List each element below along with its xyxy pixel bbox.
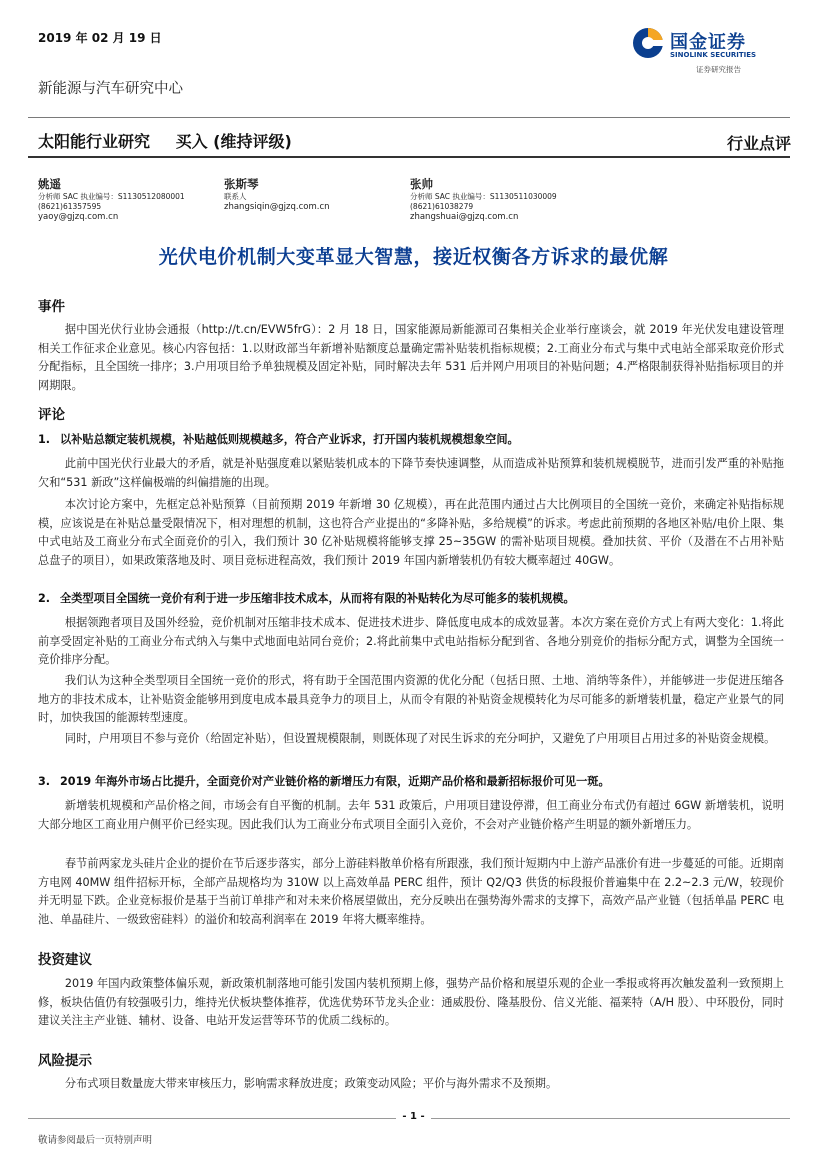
company-logo <box>632 27 792 75</box>
logo-subtitle: 证券研究报告 <box>696 65 741 74</box>
point-number: 3. <box>38 775 51 788</box>
point-title: 全类型项目全国统一竞价有利于进一步压缩非技术成本，从而将有限的补贴转化为尽可能多的装机规模。 <box>60 592 575 605</box>
analyst-card <box>410 177 557 222</box>
rating-label: 买入 (维持评级) <box>175 132 292 151</box>
analyst-name: 姚遥 <box>38 177 61 191</box>
point-number: 2. <box>38 592 51 605</box>
point-number: 1. <box>38 433 51 446</box>
logo-english-name: SINOLINK SECURITIES <box>670 51 757 59</box>
analyst-license: 分析师 SAC 执业编号：S1130511030009 <box>410 192 557 201</box>
section-heading-risk: 风险提示 <box>38 1053 92 1069</box>
comment-paragraph: 春节前两家龙头硅片企业的提价在节后逐步落实，部分上游硅料散单价格有所跟涨，我们预计短期内中上游产品涨价有进一步蔓延的可能。近期南方电网 40MW 组件招标开标，全部产品规格均为 310W 以上高效单晶 PERC 组件，预计 Q2/Q3 供货的标段报价普遍集中在 2.2~2.3 元/W，较现价并无明显下跌。企业竞标报价是基于当前订单排产和对未来价格展望做出，充分反映出在强势海外需求的支撑下，高效产品产业链（包括单晶 PERC 电池、单晶硅片、一级致密硅料）的溢价和较高利润率在 2019 年将大概率维持。 <box>38 857 784 926</box>
comment-paragraph: 本次讨论方案中，先框定总补贴预算（目前预期 2019 年新增 30 亿规模），再在此范围内通过占大比例项目的全国统一竞价，来确定补贴指标规模，应该说是在补贴总量受限情况下，相对理想的机制，这也符合产业提出的“多降补贴，多给规模”的诉求。考虑此前预期的各地区补贴/电价上限、集中式电站及工商业分布式全面竞价的引入，我们预计 30 亿补贴规模将能够支撑 25~35GW 的需补贴项目规模。叠加扶贫、平价（及潜在不占用补贴总盘子的项目），如果政策落地及时、项目竞标进程高效，我们预计 2019 年国内新增装机仍有较大概率超过 40GW。 <box>38 498 784 567</box>
comment-paragraph: 新增装机规模和产品价格之间，市场会有自平衡的机制。去年 531 政策后，户用项目建设停滞，但工商业分布式仍有超过 6GW 新增装机，说明大部分地区工商业用户侧平价已经实现。因此我们认为工商业分布式项目全面引入竞价，不会对产业链价格产生明显的额外新增压力。 <box>38 799 784 831</box>
analyst-name: 张帅 <box>410 177 433 191</box>
industry-label: 太阳能行业研究 <box>38 132 151 151</box>
report-date: 2019 年 02 月 19 日 <box>38 31 162 45</box>
advice-paragraph: 2019 年国内政策整体偏乐观，新政策机制落地可能引发国内装机预期上修，强势产品价格和展望乐观的企业一季报或将再次触发盈利一致预期上修，板块估值仍有较强吸引力，维持光伏板块整体推荐，优选优势环节龙头企业：通威股份、隆基股份、信义光能、福莱特（A/H 股）、中环股份，同时建议关注主产业链、辅材、设备、电站开发运营等环节的优质二线标的。 <box>38 977 784 1027</box>
analyst-license: 分析师 SAC 执业编号：S1130512080001 <box>38 192 185 201</box>
comment-paragraph: 此前中国光伏行业最大的矛盾，就是补贴强度难以紧贴装机成本的下降节奏快速调整，从而造成补贴预算和装机规模脱节，进而引发严重的补贴拖欠和“531 新政”这样偏极端的纠偏措施的出现。 <box>38 457 784 489</box>
point-title: 以补贴总额定装机规模，补贴越低则规模越多，符合产业诉求，打开国内装机规模想象空间。 <box>60 433 519 446</box>
point-title: 2019 年海外市场占比提升，全面竞价对产业链价格的新增压力有限，近期产品价格和最新招标报价可见一斑。 <box>60 775 610 788</box>
page-number: - 1 - <box>396 1111 430 1122</box>
analyst-card <box>38 177 185 222</box>
analyst-phone: (8621)61357595 <box>38 202 102 211</box>
report-type: 行业点评 <box>726 134 791 153</box>
event-paragraph: 据中国光伏行业协会通报（http://t.cn/EVW5frG）：2 月 18 日，国家能源局新能源司召集相关企业举行座谈会，就 2019 年光伏发电建设管理相关工作征求企业意见。核心内容包括：1.以财政部当年新增补贴额度总量确定需补贴装机指标规模；2.工商业分布式与集中式电站全部采取竞价形式分配指标，且全国统一排序；3.户用项目给予单独规模及固定补贴，同时解决去年 531 后并网户用项目的补贴问题；4.严格限制获得补贴指标项目的并网期限。 <box>38 323 784 392</box>
comment-point-3 <box>38 773 610 789</box>
page-number-wrap <box>0 1111 827 1122</box>
section-heading-advice: 投资建议 <box>38 952 92 968</box>
comment-paragraph: 同时，户用项目不参与竞价（给固定补贴），但设置规模限制，则既体现了对民生诉求的充分呵护，又避免了户用项目占用过多的补贴资金规模。 <box>64 732 776 745</box>
header-divider <box>28 117 790 118</box>
analyst-email[interactable]: zhangshuai@gjzq.com.cn <box>410 212 519 222</box>
comment-point-1 <box>38 431 519 447</box>
department-name: 新能源与汽车研究中心 <box>38 81 183 97</box>
analyst-email[interactable]: yaoy@gjzq.com.cn <box>38 212 119 222</box>
analyst-card <box>224 177 330 212</box>
comment-paragraph: 我们认为这种全类型项目全国统一竞价的形式，将有助于全国范围内资源的优化分配（包括日照、土地、消纳等条件），并能够进一步促进压缩各地方的非技术成本，让补贴资金能够用到度电成本最具竞争力的项目上，从而令有限的补贴资金规模转化为尽可能多的新增装机量，稳定产业景气的同时，加快我国的能源转型速度。 <box>38 674 784 724</box>
report-category-line <box>38 129 312 152</box>
analyst-email[interactable]: zhangsiqin@gjzq.com.cn <box>224 202 330 212</box>
section-heading-comment: 评论 <box>38 407 65 423</box>
comment-point-2 <box>38 590 575 606</box>
analyst-role: 联系人 <box>224 192 247 201</box>
comment-paragraph: 根据领跑者项目及国外经验，竞价机制对压缩非技术成本、促进技术进步、降低度电成本的成效显著。本次方案在竞价方式上有两大变化：1.将此前享受固定补贴的工商业分布式纳入与集中式地面电站同台竞价；2.将此前集中式电站指标分配到省、各地分别竞价的指标分配方式，调整为全国统一竞价排序分配。 <box>38 616 784 666</box>
title-divider <box>28 156 790 158</box>
risk-paragraph: 分布式项目数量庞大带来审核压力，影响需求释放进度；政策变动风险；平价与海外需求不及预期。 <box>64 1077 558 1090</box>
footer-disclaimer: 敬请参阅最后一页特别声明 <box>38 1135 153 1146</box>
section-heading-event: 事件 <box>38 299 65 315</box>
logo-chinese-name: 国金证券 <box>670 32 746 53</box>
analyst-name: 张斯琴 <box>224 177 259 191</box>
sinolink-logo-icon <box>632 27 664 59</box>
report-headline: 光伏电价机制大变革显大智慧，接近权衡各方诉求的最优解 <box>158 246 669 268</box>
analyst-phone: (8621)61038279 <box>410 202 474 211</box>
